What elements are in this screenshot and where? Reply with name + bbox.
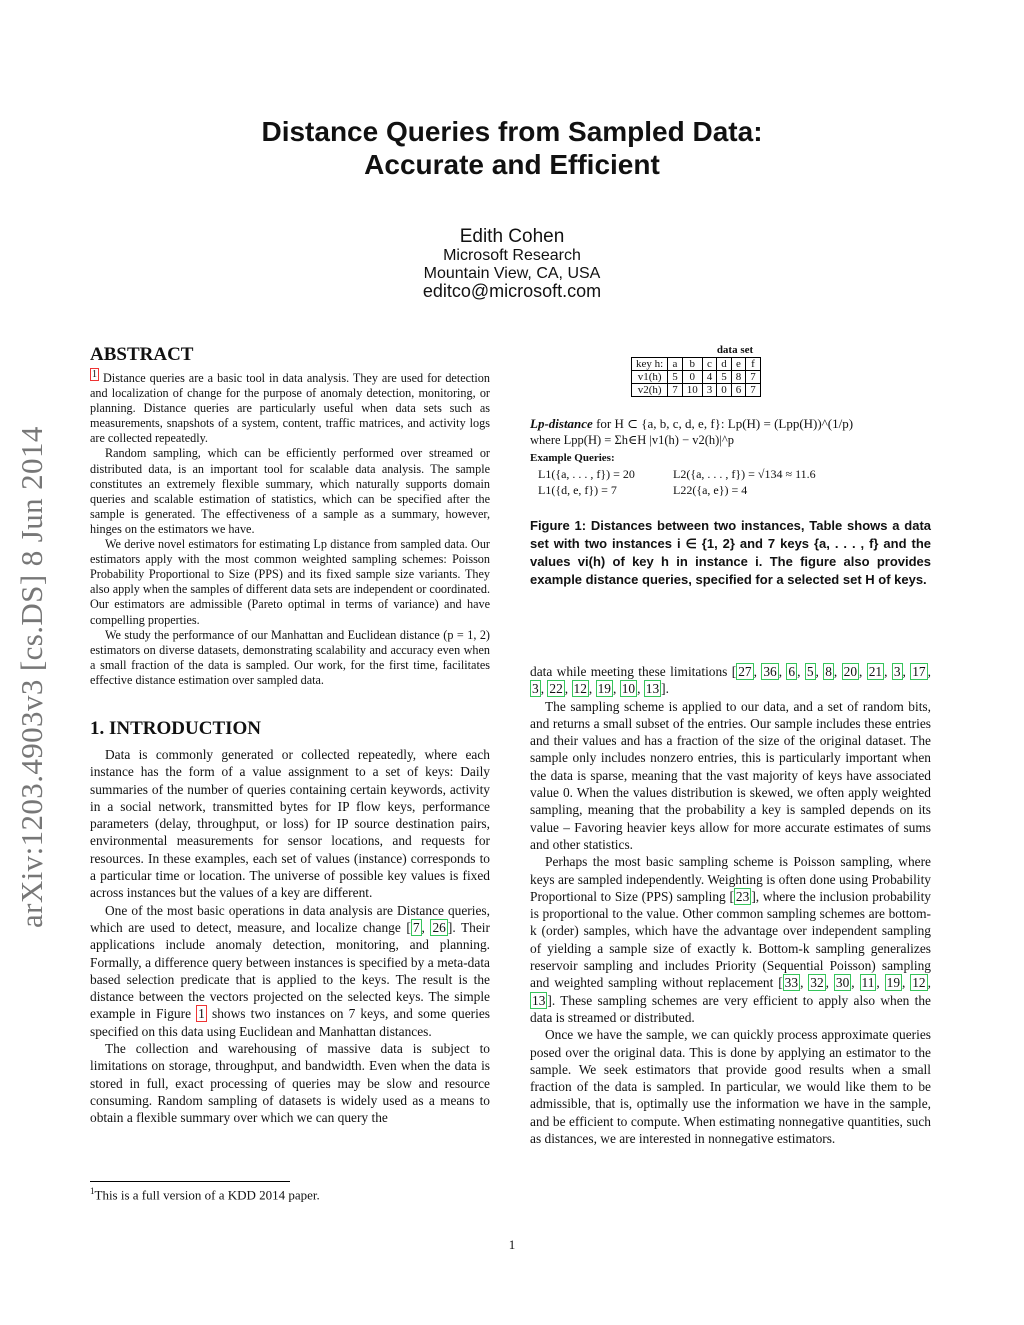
table-cell: 4 (702, 371, 717, 384)
citation-link[interactable]: 33 (784, 975, 799, 991)
citation-link[interactable]: 27 (738, 664, 752, 679)
query-4: L22({a, e}) = 4 (673, 483, 748, 497)
table-cell: 7 (746, 371, 761, 384)
query-1: L1({a, . . . , f}) = 20 (538, 467, 635, 481)
table-cell: v1(h) (632, 371, 668, 384)
arxiv-stamp: arXiv:1203.4903v3 [cs.DS] 8 Jun 2014 (14, 426, 49, 928)
abstract-p4: We study the performance of our Manhattan and Euclidean distance (p = 1, 2) estimators on diverse datasets, demonstrating scalability and accuracy even when a small fraction of the data is sampled. Our work, for the first time, facilitates effective distance estimation over sampled data. (90, 627, 490, 687)
author-location: Mountain View, CA, USA (423, 265, 601, 282)
citation-link[interactable]: 3 (893, 664, 901, 679)
citation-link[interactable]: 26 (432, 919, 446, 935)
citation-link[interactable]: 10 (621, 681, 636, 697)
right-p4: Once we have the sample, we can quickly process approximate queries posed over the original data. This is done by applying an estimator to the sample. We seek estimators that provide good results when a small fraction of the data is sampled. In particular, we would like them to be admissible, that is, optimally use the information we have in the sample, and be efficient to compute. When estimating nonnegative quantities, such as distances, we are interested in nonnegative estimators. (530, 1027, 931, 1147)
table-cell: 0 (717, 384, 732, 397)
abstract-p1: Distance queries are a basic tool in data analysis. They are used for detection and localization of change for the purpose of anomaly detection, monitoring, or planning. Distance queries are particularly useful when data sets such as measurements, snapshots of a system, content, traffic matrices, and activity logs are collected repeatedly. (90, 371, 490, 446)
table-header-cell: e (731, 358, 746, 371)
table-header-cell: key h: (632, 358, 668, 371)
citation-link[interactable]: 20 (843, 664, 858, 679)
abstract-p3: We derive novel estimators for estimating Lp distance from sampled data. Our estimators apply with the most common weighted sampling schemes: Poisson Probability Proportional to Size (PPS) and its fixed sample size variants. They also apply when the samples of different data sets are independent or coordinated. Our estimators are admissible (Pareto optimal in terms of variance) and have compelling properties. (90, 537, 490, 627)
paper-title (0, 115, 1024, 181)
table-header-cell: b (682, 358, 702, 371)
citation-link[interactable]: 5 (806, 664, 814, 679)
abstract-p2: Random sampling, which can be efficiently performed over streamed or distributed data, is an important tool for scalable data analysis. The sample constitutes an extremely flexible summary, which naturally supports domain queries and scalable estimation of statistics, which can be specified after the sample is generated. The effectiveness of a sample as a summary, however, hinges on the estimators we have. (90, 446, 490, 536)
author-name: Edith Cohen (459, 226, 565, 247)
table-cell: 10 (682, 384, 702, 397)
intro-p1: Data is commonly generated or collected repeatedly, where each instance has the form of a value assignment to a set of keys: Daily summaries of the number of queries containing certain keywords, activity in a social network, transmitted bytes for IP flow keys, performance parameters (delay, throughput, or loss) for IP source destination pairs, environmental measurements for sensor locations, and requests for resources. In these examples, each set of values (instance) corresponds to a particular time or location. The universe of possible key values is fixed across instances but the values of a key are different. (90, 747, 490, 901)
title-line-1: Distance Queries from Sampled Data: (261, 116, 763, 147)
citation-link[interactable]: 13 (532, 992, 546, 1008)
table-row (632, 371, 761, 384)
query-2: L2({a, . . . , f}) = √134 ≈ 11.6 (673, 467, 816, 481)
intro-p3: The collection and warehousing of massive data is subject to limitations on storage, throughput, and bandwidth. Even when the data is stored in full, exact processing of queries may be slow and resource consuming. Random sampling of datasets is widely used as a means to obtain a flexible summary over which we can query the (90, 1041, 490, 1126)
citation-link[interactable]: 3 (532, 681, 539, 697)
citation-link[interactable]: 30 (835, 975, 850, 991)
citation-link[interactable]: 19 (886, 975, 901, 991)
table-row (632, 384, 761, 397)
right-p2: The sampling scheme is applied to our data, and a set of random bits, and returns a small subset of the entries. Our sample includes these entries and their values and has a fraction of the size of the original dataset. The sample only includes nonzero entries, this is particularly important when the data is sparse, meaning that the vast majority of keys have associated value 0. When the values distribution is skewed, we often apply weighted sampling, meaning that the probability a key is sampled depends on its value – Favoring heavier keys allow for more accurate estimates of sums and other statistics. (530, 698, 931, 852)
citation-link[interactable]: 6 (788, 664, 796, 679)
citation-link[interactable]: 32 (810, 975, 824, 991)
citation-link[interactable]: 17 (912, 664, 926, 679)
table-cell: 0 (682, 371, 702, 384)
lp-distance-label: Lp-distance (530, 416, 593, 431)
table-cell: 3 (702, 384, 717, 397)
footnote: $^1$This is a full version of a KDD 2014 paper. (90, 1186, 320, 1203)
citation-link[interactable]: 19 (597, 681, 611, 697)
intro-p2: One of the most basic operations in data analysis are Distance queries, which are used to detect, measure, and localize change [ 7 , 26 ]. Their applications include anomaly detection, monitoring, and planning. Formally, a difference query between instances is specified by a meta-data based selection predicate that is applied to the keys. The result is the distance between the vectors projected on the selected keys. The simple example in Figure 1 shows two instances on 7 keys, and some queries specified on this data using Euclidean and Manhattan distances. (90, 902, 491, 1039)
title-line-2: Accurate and Efficient (364, 149, 660, 180)
table-header-cell: d (717, 358, 732, 371)
table-header-cell: c (702, 358, 717, 371)
citation-link[interactable]: 11 (861, 975, 875, 991)
intro-heading: 1. INTRODUCTION (90, 718, 262, 739)
author-affiliation: Microsoft Research (443, 247, 581, 264)
citation-link[interactable]: 36 (763, 664, 777, 679)
table-cell: 5 (717, 371, 732, 384)
table-title: data set (716, 344, 754, 356)
table-cell: v2(h) (632, 384, 668, 397)
citation-link[interactable]: 23 (735, 888, 750, 904)
figure-formulas (530, 416, 930, 498)
footnote-rule (90, 1181, 290, 1182)
citation-link[interactable]: 8 (825, 664, 832, 679)
table-header-cell: a (668, 358, 683, 371)
table-header-cell: f (746, 358, 761, 371)
query-3: L1({d, e, f}) = 7 (538, 483, 617, 497)
example-queries-heading: Example Queries: (530, 452, 615, 464)
citation-link[interactable]: 12 (912, 975, 926, 991)
lp-definition: for H ⊂ {a, b, c, d, e, f}: Lp(H) = (Lpp(H))^(1/p) (596, 416, 854, 431)
citation-link[interactable]: 22 (549, 681, 563, 697)
page-number: 1 (508, 1237, 516, 1252)
table-cell: 7 (668, 384, 683, 397)
abstract-heading: ABSTRACT (90, 344, 194, 365)
figure-link[interactable]: 1 (198, 1006, 205, 1022)
where-line: where Lpp(H) = Σh∈H |v1(h) − v2(h)|^p (530, 433, 734, 447)
dataset-table (631, 357, 761, 397)
author-email: editco@microsoft.com (422, 281, 602, 301)
citation-link[interactable]: 12 (573, 681, 587, 697)
table-cell: 7 (746, 384, 761, 397)
right-p3: Perhaps the most basic sampling scheme is Poisson sampling, where keys are sampled independently. Weighting is often done using Probability Proportional to Size (PPS) sampling [ 23 ], where the inclusion probability is proportional to the value. Other common sampling schemes are bottom-k (order) samples, which have the advantage over independent sampling of yielding a sample size of exactly k. Bottom-k sampling generalizes reservoir sampling and includes Priority (Sequential Poisson) sampling and weighted sampling without replacement [ 33 , 32 , 30 , 11 , 19 , 12 , 13 ]. These sampling schemes are very efficient to apply also when the data is streamed or distributed. (530, 854, 931, 1025)
intro-body (90, 746, 490, 1127)
table-cell: 6 (731, 384, 746, 397)
table-header-row (632, 358, 761, 371)
table-cell: 8 (731, 371, 746, 384)
table-cell: 5 (668, 371, 683, 384)
right-body (530, 663, 931, 1147)
right-p1: data while meeting these limitations [ 27 , 36 , 6 , 5 , 8 , 20 , 21 , 3 , 17 , 3 , 22 , 12 , 19 , 10 , 13 ]. (530, 664, 931, 697)
citation-link[interactable]: 13 (645, 681, 660, 697)
citation-link[interactable]: 7 (412, 919, 420, 935)
abstract-body (90, 368, 490, 688)
citation-link[interactable]: 21 (868, 664, 883, 679)
abstract-footnote-mark[interactable]: 1 (92, 368, 97, 380)
figure-caption: Figure 1: Distances between two instances, Table shows a data set with two instances i ∈ {1, 2} and 7 keys {a, . . . , f} and the values vi(h) of key h in instance i. The figure also provides example distance queries, specified for a selected set H of keys. (530, 518, 931, 587)
